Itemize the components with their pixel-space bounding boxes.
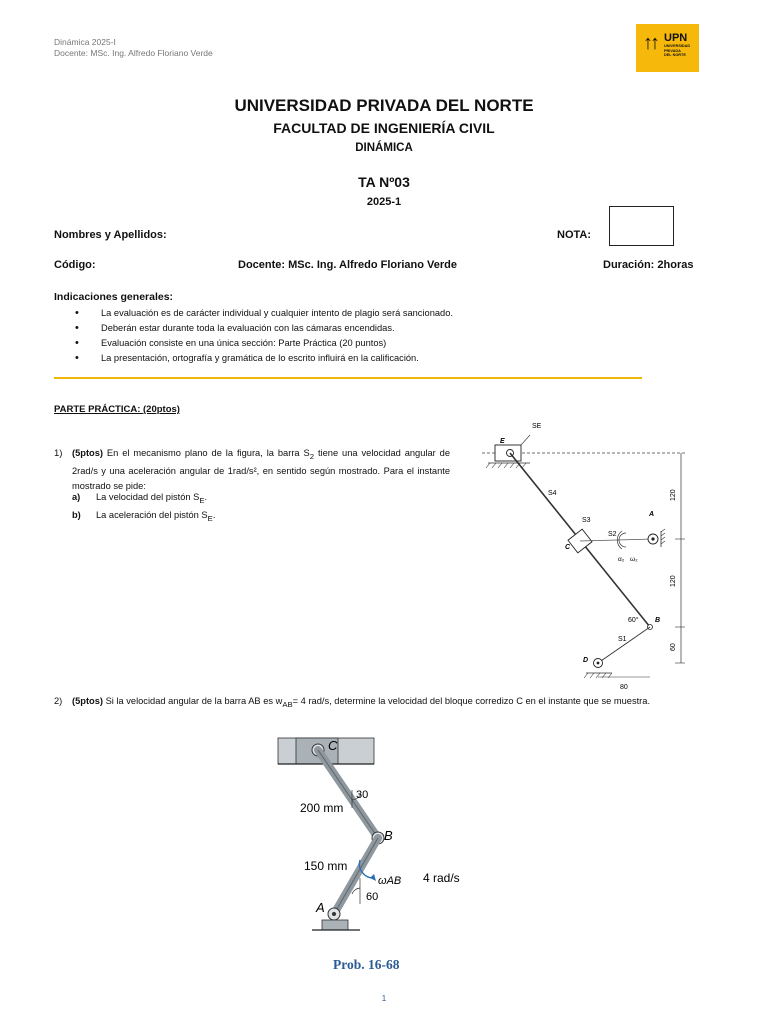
dim-top: 120: [670, 489, 677, 501]
figure-caption: Prob. 16-68: [333, 957, 400, 972]
grade-box: [609, 206, 674, 246]
list-item: • Evaluación consiste en una única sección: Parte Práctica (20 puntos): [62, 336, 622, 351]
section-divider: [54, 377, 642, 379]
dim-angle-top: 30: [356, 789, 369, 801]
dim-bottom: 60: [670, 643, 677, 651]
label-s4: S4: [548, 490, 557, 497]
practice-title: PARTE PRÁCTICA: (20ptos): [54, 404, 180, 415]
header-teacher: Docente: MSc. Ing. Alfredo Floriano Verde: [54, 48, 213, 58]
label-b: B: [655, 617, 661, 624]
label-rate: 4 rad/s: [423, 871, 460, 885]
label-angle: 60°: [628, 617, 639, 624]
label-alpha: α₂: [618, 556, 625, 563]
dim-ba: 150 mm: [304, 859, 348, 873]
exam-period: 2025-1: [366, 196, 402, 208]
label-se: SE: [532, 423, 542, 430]
label-s1: S1: [618, 636, 627, 643]
names-label: Nombres y Apellidos:: [54, 229, 167, 241]
dim-cb: 200 mm: [300, 801, 344, 815]
list-item: b) La aceleración del pistón $S_E$.: [72, 509, 216, 523]
label-omega: ω₂: [630, 556, 638, 563]
code-label: Código:: [54, 259, 96, 271]
grade-label: NOTA:: [557, 229, 592, 241]
header-course: Dinámica 2025-I: [54, 37, 116, 47]
dim-angle-bottom: 60: [366, 891, 379, 903]
logo-arrows-icon: ↑↑: [643, 32, 657, 54]
list-item: • La evaluación es de carácter individual y cualquier intento de plagio será sancionado.: [62, 306, 622, 321]
label-s2: S2: [608, 531, 617, 538]
label-d: D: [583, 657, 589, 664]
label-omega-ab: ωAB: [378, 875, 402, 887]
dim-middle: 120: [670, 575, 677, 587]
exam-title: TA Nº03: [358, 174, 410, 190]
dim-horizontal: 80: [620, 684, 628, 691]
logo-subtitle: UNIVERSIDAD PRIVADA DEL NORTE: [664, 44, 691, 58]
logo-text: UPN: [664, 32, 688, 44]
teacher-label: Docente: MSc. Ing. Alfredo Floriano Verde: [238, 259, 458, 271]
label-e: E: [500, 438, 505, 445]
label-b2: B: [384, 828, 393, 843]
indications-list: [62, 306, 622, 366]
problem1-text: (5ptos) En el mecanismo plano de la figura, la barra $S_2$ tiene una velocidad angular de 2rad/s y una aceleración angular de 1rad/s², en sentido según mostrado. Para el instante mostrado se pide:: [72, 448, 450, 491]
page-number: 1: [381, 994, 387, 1003]
mechanism-figure-2: [268, 728, 518, 950]
upn-logo: [636, 24, 699, 72]
label-c: C: [565, 544, 571, 551]
list-item: a) La velocidad del pistón $S_E$.: [72, 492, 208, 505]
label-s3: S3: [582, 517, 591, 524]
university-title: UNIVERSIDAD PRIVADA DEL NORTE: [234, 96, 534, 115]
problem2-text: 2) (5ptos) Si la velocidad angular de la barra AB es $w_{AB}= 4$ rad/s, determine la velocidad del bloque corredizo C en el instante que se muestra.: [54, 696, 651, 709]
course-title: DINÁMICA: [355, 142, 413, 154]
indications-title: Indicaciones generales:: [54, 291, 174, 303]
label-c2: C: [328, 738, 338, 753]
duration-label: Duración: 2horas: [603, 259, 694, 271]
label-a: A: [649, 511, 655, 518]
list-item: • Deberán estar durante toda la evaluación con las cámaras encendidas.: [62, 321, 622, 336]
problem1-parts: [72, 490, 215, 526]
list-item: • La presentación, ortografía y gramática de lo escrito influirá en la calificación.: [62, 351, 622, 366]
label-a2: A: [316, 900, 325, 915]
problem1-number: 1): [54, 448, 63, 459]
mechanism-figure-1: [470, 415, 720, 695]
faculty-title: FACULTAD DE INGENIERÍA CIVIL: [273, 120, 495, 136]
